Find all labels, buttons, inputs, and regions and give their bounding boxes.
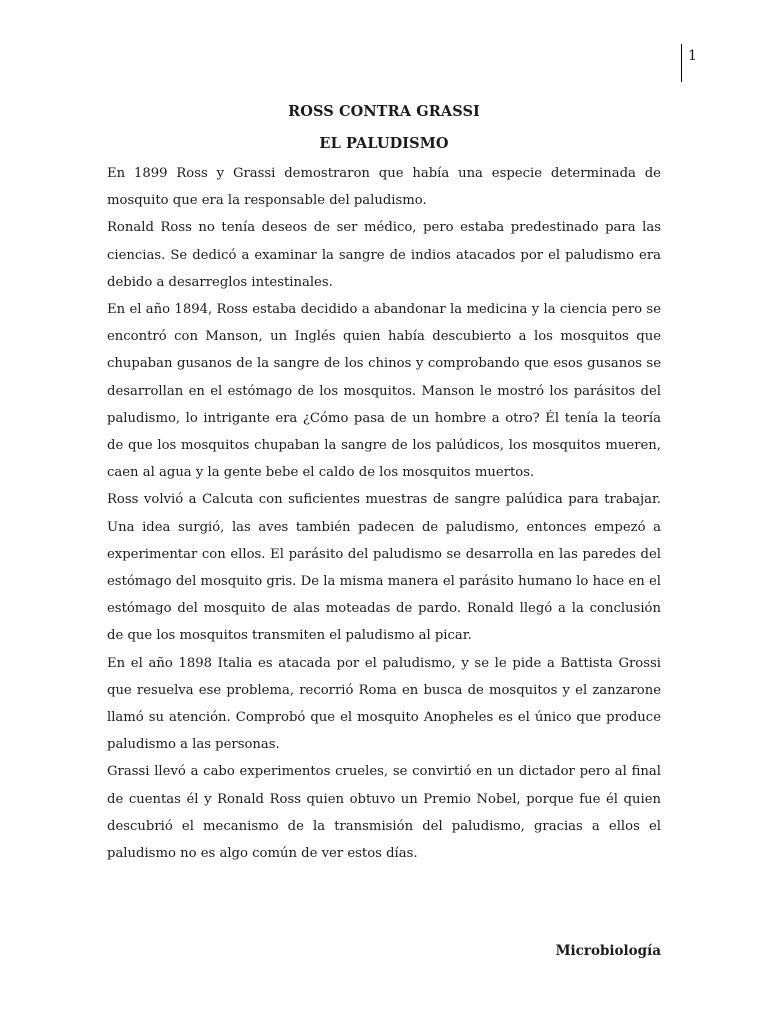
document-subtitle: EL PALUDISMO — [319, 135, 449, 152]
paragraph: Ross volvió a Calcuta con suficientes muestras de sangre palúdica para trabajar. Una idea surgió, las aves también padecen de paludismo, entonces empezó a experimentar con ellos. El parásito del paludismo se desarrolla en las paredes del estómago del mosquito gris. De la misma manera el parásito humano lo hace en el estómago del mosquito de alas moteadas de pardo. Ronald llegó a la conclusión de que los mosquitos transmiten el paludismo al picar. — [107, 492, 661, 644]
footer-subject: Microbiología — [555, 943, 661, 959]
paragraph: En 1899 Ross y Grassi demostraron que había una especie determinada de mosquito que era la responsable del paludismo. — [107, 166, 661, 209]
paragraph: En el año 1898 Italia es atacada por el paludismo, y se le pide a Battista Grossi que resuelva ese problema, recorrió Roma en busca de mosquitos y el zanzarone llamó su atención. Comprobó que el mosquito Anopheles es el único que produce paludismo a las personas. — [107, 655, 661, 753]
page-number-divider — [681, 44, 682, 82]
paragraph: Grassi llevó a cabo experimentos crueles, se convirtió en un dictador pero al final de cuentas él y Ronald Ross quien obtuvo un Premio Nobel, porque fue él quien descubrió el mecanismo de la transmisión del paludismo, gracias a ellos el paludismo no es algo común de ver estos días. — [107, 764, 661, 862]
document-titles — [107, 100, 661, 156]
document-title: ROSS CONTRA GRASSI — [288, 103, 480, 120]
paragraph: En el año 1894, Ross estaba decidido a abandonar la medicina y la ciencia pero se encontró con Manson, un Inglés quien había descubierto a los mosquitos que chupaban gusanos de la sangre de los chinos y comprobando que esos gusanos se desarrollan en el estómago de los mosquitos. Manson le mostró los parásitos del paludismo, lo intrigante era ¿Cómo pasa de un hombre a otro? Él tenía la teoría de que los mosquitos chupaban la sangre de los palúdicos, los mosquitos mueren, caen al agua y la gente bebe el caldo de los mosquitos muertos. — [107, 302, 661, 481]
paragraph: Ronald Ross no tenía deseos de ser médico, pero estaba predestinado para las ciencias. Se dedicó a examinar la sangre de indios atacados por el paludismo era debido a desarreglos intestinales. — [107, 220, 661, 290]
page-number: 1 — [688, 48, 697, 64]
document-body — [107, 160, 661, 867]
